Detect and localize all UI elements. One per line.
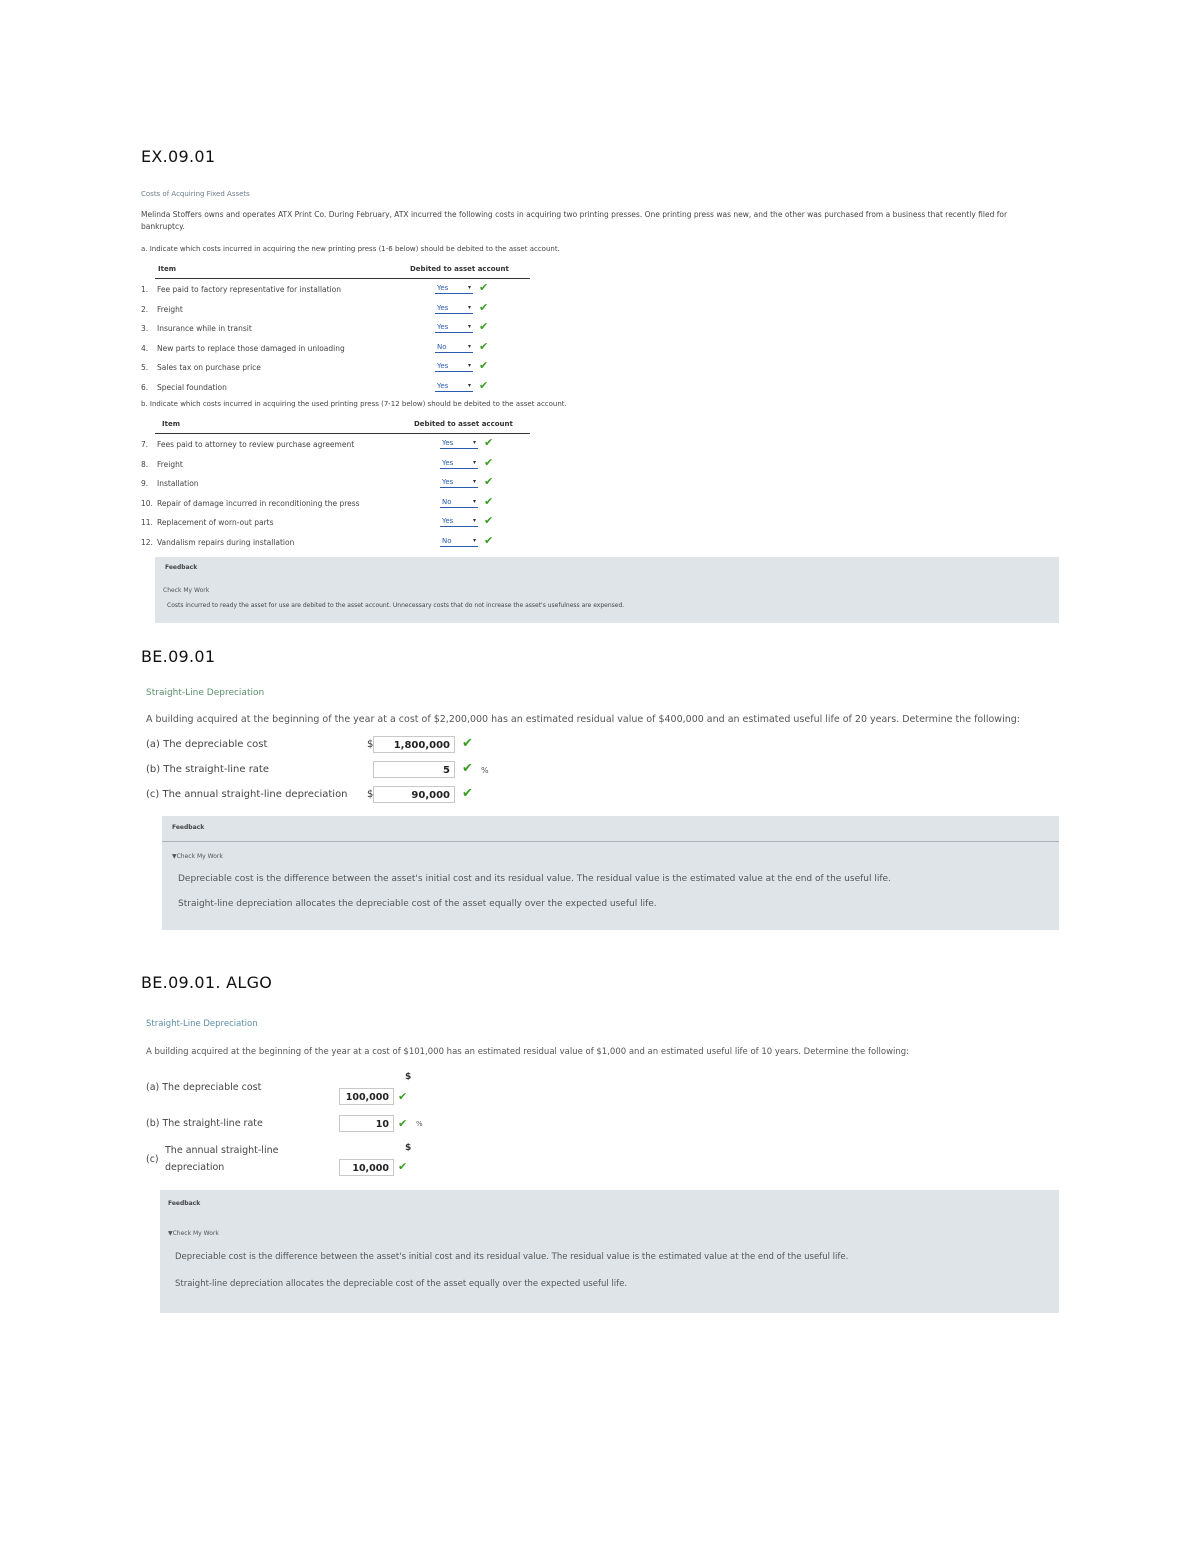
item-number: 4.: [141, 343, 149, 353]
item-text: Insurance while in transit: [157, 324, 252, 333]
checkmark-icon: ✔: [462, 736, 473, 751]
problem-intro: A building acquired at the beginning of the year at a cost of $101,000 has an estimated residual value of $1,000 and an estimated useful life of 10 years. Determine the following:: [146, 1047, 910, 1057]
chevron-down-icon: ▾: [472, 517, 476, 524]
yes-no-select[interactable]: [435, 381, 473, 392]
percent-sign: %: [481, 766, 489, 775]
item-text: Fee paid to factory representative for installation: [157, 285, 342, 294]
checkmark-icon: ✔: [462, 761, 473, 776]
row-label-c-line2: depreciation: [165, 1162, 225, 1173]
feedback-heading: Feedback: [168, 1200, 201, 1207]
item-label: [141, 363, 261, 372]
item-label: [141, 499, 360, 508]
select-value: Yes: [442, 439, 454, 447]
item-number: 12.: [141, 537, 153, 547]
item-text: Sales tax on purchase price: [157, 363, 261, 372]
select-value: Yes: [437, 323, 449, 331]
item-text: Repair of damage incurred in reconditioning the press: [157, 498, 360, 508]
select-value: Yes: [442, 458, 454, 467]
col-item-header: Item: [158, 265, 176, 273]
table-divider: [155, 278, 530, 279]
straight-line-rate-input[interactable]: 10: [339, 1115, 394, 1132]
chevron-down-icon: ▾: [467, 342, 471, 350]
checkmark-icon: ✔: [398, 1117, 408, 1130]
yes-no-select[interactable]: [435, 283, 473, 294]
item-label: [141, 285, 341, 294]
item-label: [141, 518, 274, 527]
chevron-down-icon: ▾: [467, 381, 471, 389]
checkmark-icon: ✔: [479, 339, 489, 353]
topic-link[interactable]: Straight-Line Depreciation: [146, 688, 265, 698]
feedback-divider: [162, 841, 1059, 842]
feedback-heading: Feedback: [165, 564, 198, 571]
chevron-down-icon: ▾: [467, 362, 471, 369]
checkmark-icon: ✔: [484, 436, 494, 449]
checkmark-icon: ✔: [484, 514, 494, 527]
item-number: 7.: [141, 440, 149, 449]
chevron-down-icon: ▾: [472, 439, 476, 446]
feedback-panel: [162, 816, 1059, 930]
annual-depreciation-input[interactable]: 10,000: [339, 1159, 394, 1176]
checkmark-icon: ✔: [462, 786, 473, 801]
feedback-panel: [160, 1190, 1059, 1313]
depreciable-cost-input[interactable]: 1,800,000: [373, 736, 455, 753]
checkmark-icon: ✔: [484, 494, 494, 508]
chevron-down-icon: ▾: [472, 536, 476, 544]
check-my-work-toggle[interactable]: ▼Check My Work: [172, 853, 223, 860]
feedback-heading: Feedback: [172, 824, 205, 831]
dollar-sign: $: [405, 1143, 412, 1153]
item-number: 11.: [141, 518, 153, 527]
item-label: [141, 479, 199, 488]
checkmark-icon: ✔: [479, 378, 489, 392]
row-label-b: (b) The straight-line rate: [146, 1118, 263, 1129]
checkmark-icon: ✔: [398, 1090, 408, 1103]
item-number: 6.: [141, 382, 149, 392]
item-text: Installation: [157, 479, 199, 488]
part-b-question: b. Indicate which costs incurred in acquiring the used printing press (7-12 below) should be debited to the asset account.: [141, 400, 567, 408]
chevron-down-icon: ▾: [467, 323, 471, 330]
chevron-down-icon: ▾: [472, 497, 476, 505]
section-title-be0901: BE.09.01: [141, 647, 216, 666]
section-title-be0901-algo: BE.09.01. ALGO: [141, 973, 273, 992]
row-label-c: (c) The annual straight-line depreciation: [146, 789, 348, 800]
part-a-question: a. Indicate which costs incurred in acquiring the new printing press (1-6 below) should be debited to the asset account.: [141, 245, 560, 253]
check-my-work-toggle[interactable]: ▼Check My Work: [168, 1230, 219, 1237]
select-value: No: [442, 497, 452, 506]
select-value: No: [437, 342, 447, 351]
yes-no-select[interactable]: [440, 497, 478, 508]
item-label: [141, 344, 345, 353]
yes-no-select[interactable]: [440, 438, 478, 449]
item-text: Freight: [157, 304, 183, 314]
checkmark-icon: ✔: [398, 1160, 408, 1173]
item-number: 2.: [141, 304, 149, 314]
straight-line-rate-input[interactable]: 5: [373, 761, 455, 778]
topic-link[interactable]: Straight-Line Depreciation: [146, 1019, 258, 1029]
checkmark-icon: ✔: [479, 300, 489, 314]
item-label: [141, 538, 294, 547]
select-value: Yes: [437, 303, 449, 312]
item-label: [141, 460, 183, 469]
feedback-text: Costs incurred to ready the asset for use are debited to the asset account. Unnecessary costs that do not increase the asset's usefulness are expensed.: [167, 602, 625, 609]
yes-no-select[interactable]: [440, 536, 478, 547]
feedback-text: Depreciable cost is the difference between the asset's initial cost and its residual value. The residual value is the estimated value at the end of the useful life.: [178, 874, 891, 884]
select-value: Yes: [437, 362, 449, 370]
dollar-sign: $: [405, 1072, 412, 1082]
item-text: Replacement of worn-out parts: [157, 518, 274, 527]
yes-no-select[interactable]: [435, 322, 473, 333]
annual-depreciation-input[interactable]: 90,000: [373, 786, 455, 803]
select-value: Yes: [442, 478, 454, 486]
item-number: 3.: [141, 324, 149, 333]
checkmark-icon: ✔: [479, 281, 489, 294]
row-label-a: (a) The depreciable cost: [146, 739, 268, 750]
topic-link[interactable]: Costs of Acquiring Fixed Assets: [141, 190, 250, 198]
row-label-a: (a) The depreciable cost: [146, 1082, 262, 1093]
item-label: [141, 440, 354, 449]
select-value: Yes: [437, 381, 449, 390]
select-value: Yes: [437, 284, 449, 292]
item-label: [141, 305, 183, 314]
yes-no-select[interactable]: [435, 303, 473, 314]
col-item-header: Item: [162, 420, 180, 428]
problem-intro: A building acquired at the beginning of the year at a cost of $2,200,000 has an estimated residual value of $400,000 and an estimated useful life of 20 years. Determine the following:: [146, 714, 1020, 725]
yes-no-select[interactable]: [440, 516, 478, 527]
item-label: [141, 324, 252, 333]
item-text: Fees paid to attorney to review purchase agreement: [157, 440, 355, 449]
yes-no-select[interactable]: [435, 361, 473, 372]
row-label-c-line1: The annual straight-line: [165, 1145, 279, 1156]
chevron-down-icon: ▾: [472, 478, 476, 485]
feedback-text: Straight-line depreciation allocates the depreciable cost of the asset equally over the expected useful life.: [175, 1279, 628, 1289]
item-text: Freight: [157, 459, 183, 469]
dollar-sign: $: [367, 789, 374, 800]
item-label: [141, 383, 227, 392]
checkmark-icon: ✔: [484, 475, 494, 488]
dollar-sign: $: [367, 739, 374, 750]
select-value: No: [442, 536, 452, 545]
problem-intro: Melinda Stoffers owns and operates ATX Print Co. During February, ATX incurred the following costs in acquiring two printing presses. One printing press was new, and the other was purchased from a business that recently filed for bankruptcy.: [141, 210, 1008, 231]
item-number: 8.: [141, 459, 149, 469]
chevron-down-icon: ▾: [467, 303, 471, 311]
item-text: Special foundation: [157, 382, 227, 392]
yes-no-select[interactable]: [440, 477, 478, 488]
item-number: 9.: [141, 479, 149, 488]
section-title-ex0901: EX.09.01: [141, 147, 216, 166]
depreciable-cost-input[interactable]: 100,000: [339, 1088, 394, 1105]
col-debited-header: Debited to asset account: [414, 420, 513, 428]
checkmark-icon: ✔: [479, 320, 489, 333]
row-letter-c: (c): [146, 1154, 159, 1165]
feedback-text: Depreciable cost is the difference between the asset's initial cost and its residual value. The residual value is the estimated value at the end of the useful life.: [175, 1252, 849, 1262]
feedback-panel: [155, 557, 1059, 623]
item-text: New parts to replace those damaged in unloading: [157, 343, 345, 353]
col-debited-header: Debited to asset account: [410, 265, 509, 273]
feedback-text: Straight-line depreciation allocates the depreciable cost of the asset equally over the expected useful life.: [178, 899, 657, 909]
chevron-down-icon: ▾: [467, 284, 471, 291]
checkmark-icon: ✔: [479, 359, 489, 372]
row-label-b: (b) The straight-line rate: [146, 764, 270, 775]
item-number: 1.: [141, 285, 149, 294]
chevron-down-icon: ▾: [472, 458, 476, 466]
check-my-work-toggle[interactable]: Check My Work: [163, 587, 210, 594]
percent-sign: %: [416, 1120, 423, 1128]
yes-no-select[interactable]: [440, 458, 478, 469]
select-value: Yes: [442, 517, 454, 525]
item-number: 10.: [141, 498, 153, 508]
table-divider: [155, 433, 530, 434]
checkmark-icon: ✔: [484, 455, 494, 469]
item-number: 5.: [141, 363, 149, 372]
item-text: Vandalism repairs during installation: [157, 537, 295, 547]
checkmark-icon: ✔: [484, 533, 494, 547]
yes-no-select[interactable]: [435, 342, 473, 353]
